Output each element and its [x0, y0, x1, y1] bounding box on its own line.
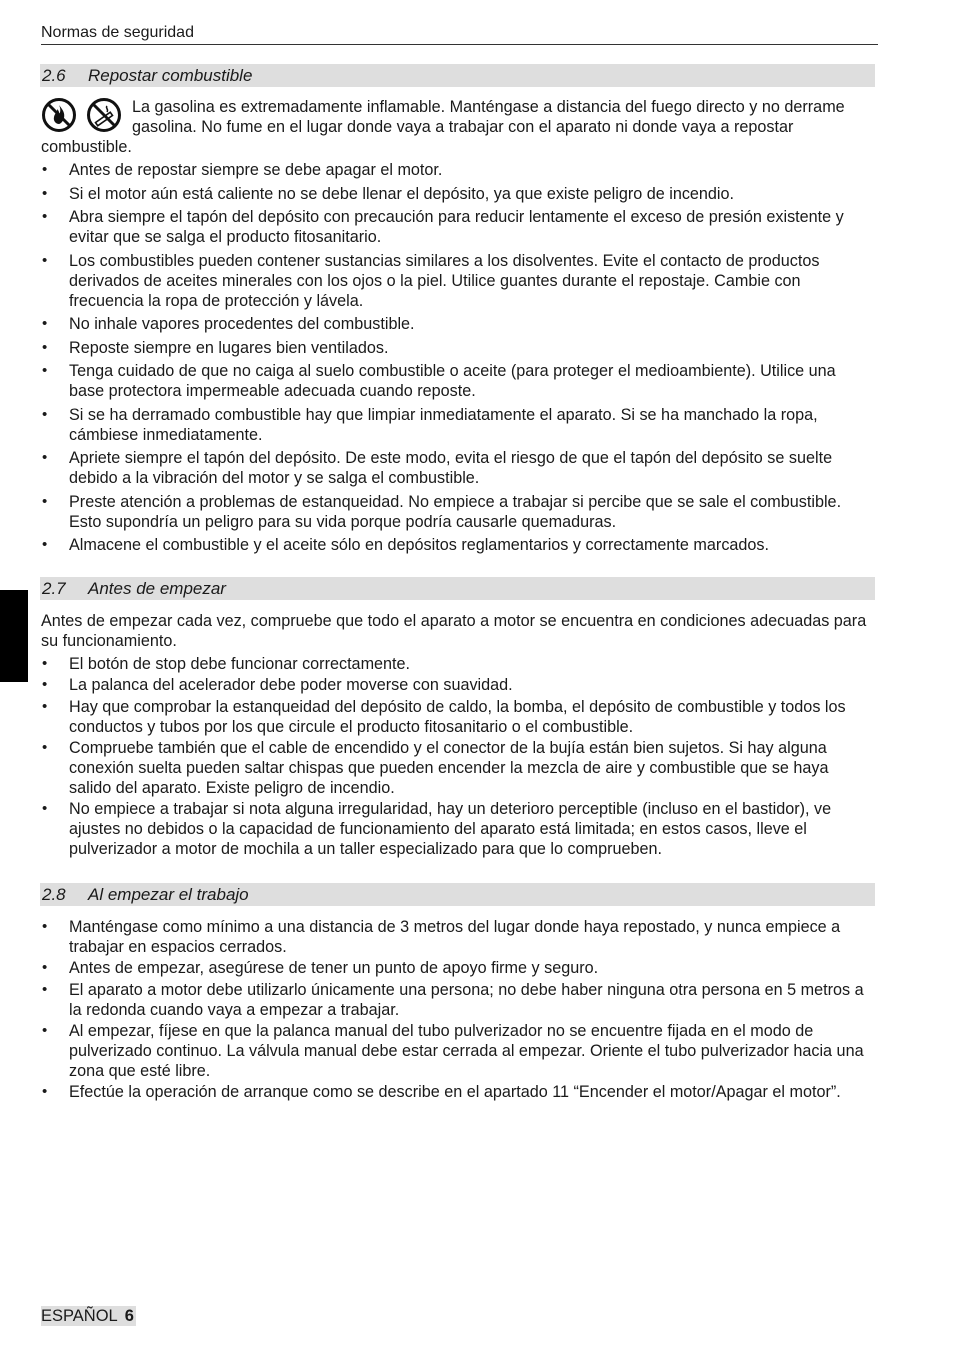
list-item: • Abra siempre el tapón del depósito con precaución para reducir lentamente el exceso de presión existente y evitar que se salga el producto fitosanitario. [41, 207, 871, 247]
section-heading-2-8 [40, 883, 875, 906]
list-item: • No inhale vapores procedentes del combustible. [41, 314, 871, 334]
page-number: 6 [124, 1307, 134, 1325]
page-footer [41, 1306, 136, 1326]
list-item: • Apriete siempre el tapón del depósito. De este modo, evita el riesgo de que el tapón del depósito se suelte debido a la vibración del motor y se salga el combustible. [41, 448, 871, 488]
section-title: Antes de empezar [88, 579, 226, 598]
no-open-flame-icon [41, 97, 77, 133]
section-body-2-6 [41, 97, 871, 559]
list-item: • Antes de repostar siempre se debe apagar el motor. [41, 160, 871, 180]
list-item: • Hay que comprobar la estanqueidad del depósito de caldo, la bomba, el depósito de combustible y todos los conductos y tubos por los que circule el producto fitosanitario o el combustible. [41, 697, 871, 737]
list-item: • Almacene el combustible y el aceite sólo en depósitos reglamentarios y correctamente marcados. [41, 535, 871, 555]
language-thumb-tab [0, 590, 28, 682]
intro-paragraph: Antes de empezar cada vez, compruebe que todo el aparato a motor se encuentra en condiciones adecuadas para su funcionamiento. [41, 612, 867, 650]
list-item: • Efectúe la operación de arranque como se describe en el apartado 11 “Encender el motor/Apagar el motor”. [41, 1082, 871, 1102]
list-item: • Si el motor aún está caliente no se debe llenar el depósito, ya que existe peligro de incendio. [41, 184, 871, 204]
bullet-list [41, 917, 871, 1102]
section-body-2-7 [41, 611, 871, 860]
list-item: • Manténgase como mínimo a una distancia de 3 metros del lugar donde haya repostado, y nunca empiece a trabajar en espacios cerrados. [41, 917, 871, 957]
list-item: • Reposte siempre en lugares bien ventilados. [41, 338, 871, 358]
no-smoking-icon [86, 97, 122, 133]
list-item: • La palanca del acelerador debe poder moverse con suavidad. [41, 675, 871, 695]
list-item: • Compruebe también que el cable de encendido y el conector de la bujía están bien sujetos. Si hay alguna conexión suelta pueden saltar chispas que pueden encender la mezcla de aire y combustible que se haya salido del aparato. Existe peligro de incendio. [41, 738, 871, 798]
bullet-list [41, 654, 871, 859]
section-heading-2-7 [40, 577, 875, 600]
intro-paragraph: La gasolina es extremadamente inflamable. Manténgase a distancia del fuego directo y no derrame gasolina. No fume en el lugar donde vaya a trabajar con el aparato ni donde vaya a repostar combustible. [41, 98, 845, 156]
section-title: Al empezar el trabajo [88, 885, 249, 904]
list-item: • Los combustibles pueden contener sustancias similares a los disolventes. Evite el contacto de productos derivados de aceites minerales con los ojos o la piel. Utilice guantes durante el repostaje. Cambie con frecuencia la ropa de protección y lávela. [41, 251, 871, 311]
section-heading-2-6 [40, 64, 875, 87]
section-number: 2.6 [42, 66, 66, 85]
list-item: • Tenga cuidado de que no caiga al suelo combustible o aceite (para proteger el medioambiente). Utilice una base protectora impermeable adecuada cuando reposte. [41, 361, 871, 401]
list-item: • Antes de empezar, asegúrese de tener un punto de apoyo firme y seguro. [41, 958, 871, 978]
section-number: 2.7 [42, 579, 66, 598]
running-header: Normas de seguridad [41, 23, 878, 45]
bullet-list [41, 160, 871, 555]
list-item: • Preste atención a problemas de estanqueidad. No empiece a trabajar si percibe que se sale el combustible. Esto supondría un peligro para su vida porque podría causarle quemaduras. [41, 492, 871, 532]
list-item: • El aparato a motor debe utilizarlo únicamente una persona; no debe haber ninguna otra persona en 5 metros a la redonda cuando vaya a empezar a trabajar. [41, 980, 871, 1020]
footer-language: ESPAÑOL [41, 1307, 118, 1325]
section-title: Repostar combustible [88, 66, 253, 85]
list-item: • Si se ha derramado combustible hay que limpiar inmediatamente el aparato. Si se ha manchado la ropa, cámbiese inmediatamente. [41, 405, 871, 445]
section-number: 2.8 [42, 885, 66, 904]
list-item: • No empiece a trabajar si nota alguna irregularidad, hay un deterioro perceptible (incluso en el bastidor), ve ajustes no debidos o la capacidad de funcionamiento del aparato está limitada; en estos casos, lleve el pulverizador a motor de mochila a un taller especializado para que lo comprueben. [41, 799, 871, 859]
section-body-2-8 [41, 917, 871, 1103]
list-item: • Al empezar, fíjese en que la palanca manual del tubo pulverizador no se encuentre fijada en el modo de pulverizado continuo. La válvula manual debe estar cerrada al empezar. Oriente el tubo pulverizador hacia una zona que esté libre. [41, 1021, 871, 1081]
list-item: • El botón de stop debe funcionar correctamente. [41, 654, 871, 674]
warning-pictograms [41, 97, 132, 137]
